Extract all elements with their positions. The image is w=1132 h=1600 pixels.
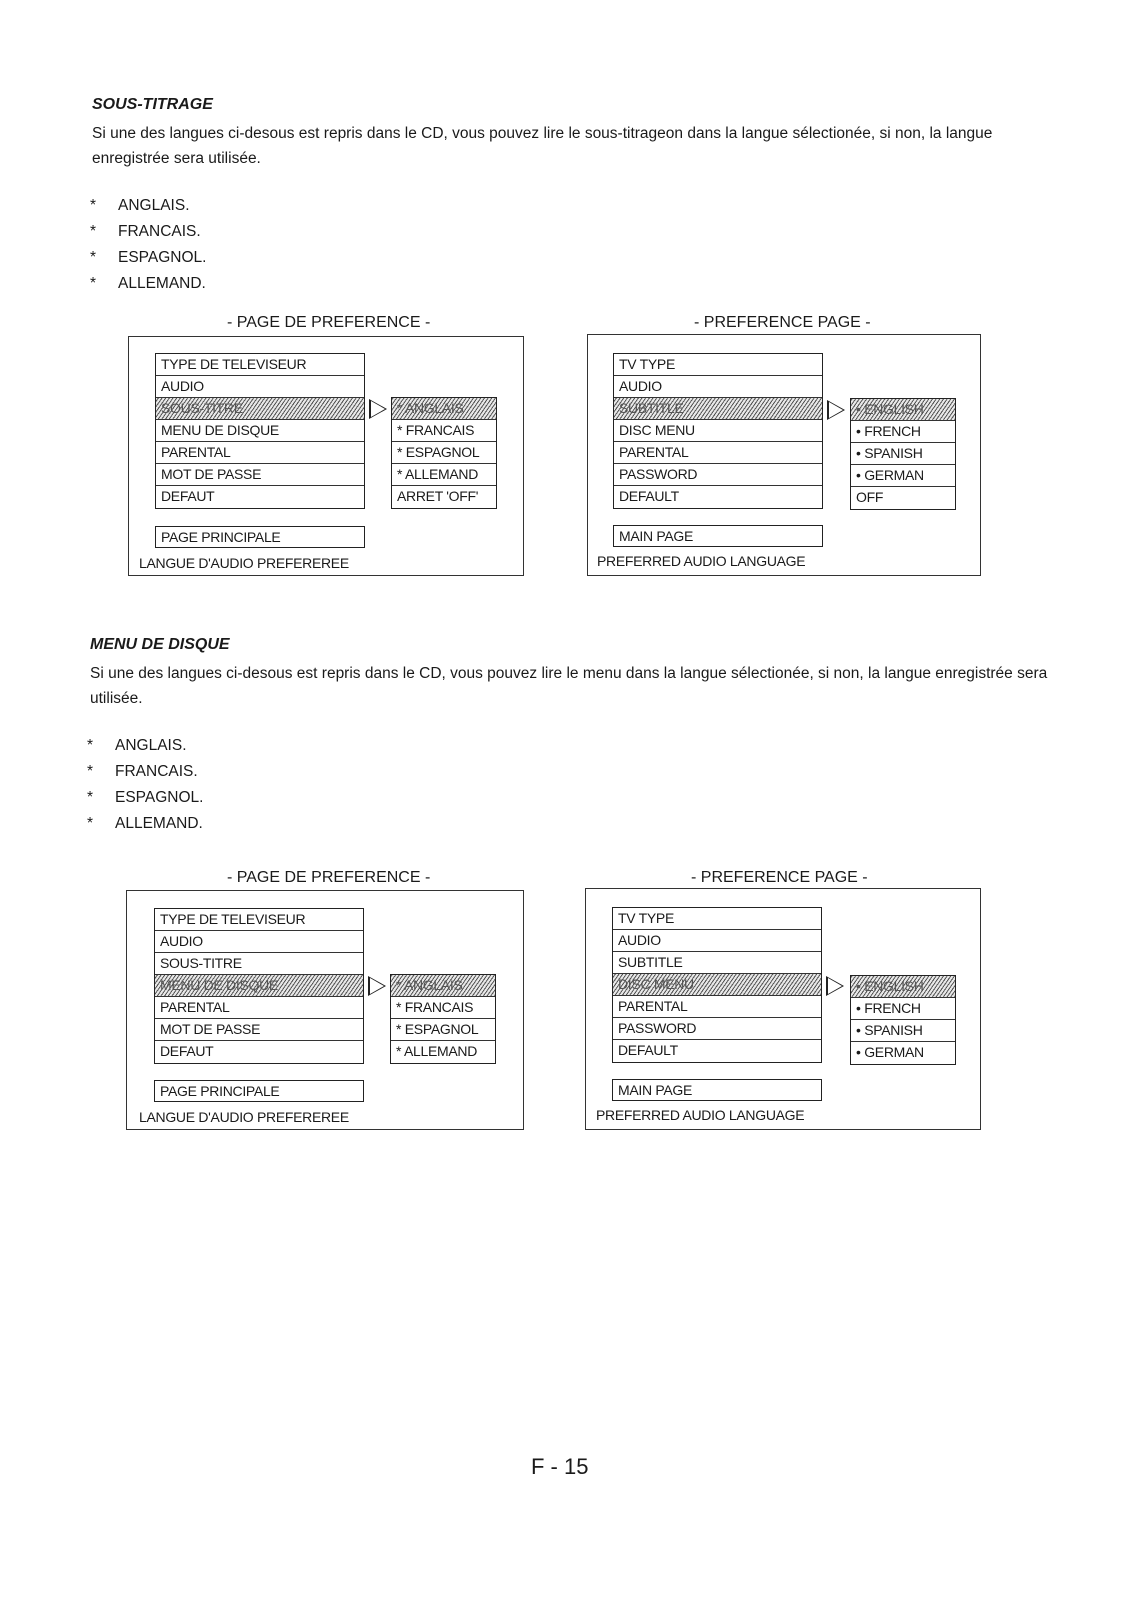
panel-footer-label: PREFERRED AUDIO LANGUAGE [596, 1107, 805, 1123]
menu-item[interactable]: PASSWORD [614, 464, 822, 486]
option-item-selected[interactable]: * ANGLAIS [391, 975, 495, 997]
option-item-selected[interactable]: * ANGLAIS [392, 398, 496, 420]
section-paragraph-disc-menu: Si une des langues ci-desous est repris dans le CD, vous pouvez lire le menu dans la langue sélectionée, si non, la langue enregistrée sera utilisée. [90, 665, 1048, 707]
list-item: * FRANCAIS. [87, 763, 198, 780]
section-heading-subtitle: SOUS-TITRAGE [92, 96, 213, 113]
menu-item[interactable]: AUDIO [613, 930, 821, 952]
arrow-right-icon [369, 399, 387, 419]
menu-item[interactable]: DISC MENU [614, 420, 822, 442]
option-item[interactable]: • FRENCH [851, 421, 955, 443]
list-item: * ESPAGNOL. [87, 789, 204, 806]
main-page-button[interactable]: MAIN PAGE [613, 525, 823, 547]
preference-panel-fr [128, 336, 524, 576]
preference-menu [154, 908, 364, 1064]
option-item-selected[interactable]: • ENGLISH [851, 399, 955, 421]
menu-item[interactable]: AUDIO [155, 931, 363, 953]
panel-footer-label: PREFERRED AUDIO LANGUAGE [597, 553, 806, 569]
list-item: * ALLEMAND. [87, 815, 203, 832]
arrow-right-icon [827, 400, 845, 420]
section-paragraph-subtitle: Si une des langues ci-desous est repris dans le CD, vous pouvez lire le sous-titrageon dans la langue sélectionée, si non, la langue enregistrée sera utilisée. [92, 125, 993, 167]
menu-item[interactable]: PARENTAL [613, 996, 821, 1018]
menu-item[interactable]: PARENTAL [156, 442, 364, 464]
preference-panel-en [587, 334, 981, 576]
menu-item[interactable]: AUDIO [156, 376, 364, 398]
bullet-list-disc-menu [87, 733, 203, 837]
main-page-button[interactable]: PAGE PRINCIPALE [155, 526, 365, 548]
option-item[interactable]: • FRENCH [851, 998, 955, 1020]
panel-caption: - PREFERENCE PAGE - [694, 314, 871, 331]
panel-caption: - PAGE DE PREFERENCE - [227, 314, 431, 331]
panel-caption: - PAGE DE PREFERENCE - [227, 869, 431, 886]
menu-item-selected[interactable]: SUBTITLE [614, 398, 822, 420]
menu-item-selected[interactable]: SOUS-TITRE [156, 398, 364, 420]
panel-footer-label: LANGUE D'AUDIO PREFEREREE [139, 1109, 349, 1125]
option-item[interactable]: * ALLEMAND [396, 1043, 478, 1059]
menu-item[interactable]: DEFAULT [618, 1042, 678, 1058]
menu-item[interactable]: MENU DE DISQUE [156, 420, 364, 442]
option-item[interactable]: • SPANISH [851, 443, 955, 465]
list-item: * ALLEMAND. [90, 275, 206, 292]
option-list [391, 397, 497, 509]
option-list [390, 974, 496, 1064]
option-item[interactable]: OFF [856, 489, 884, 505]
panel-caption: - PREFERENCE PAGE - [691, 869, 868, 886]
option-item-selected[interactable]: • ENGLISH [851, 976, 955, 998]
menu-item-selected[interactable]: DISC MENU [613, 974, 821, 996]
preference-panel-en [585, 888, 981, 1130]
option-item[interactable]: * ALLEMAND [392, 464, 496, 486]
menu-item[interactable]: DEFAUT [160, 1043, 214, 1059]
menu-item[interactable]: PARENTAL [155, 997, 363, 1019]
preference-menu [613, 353, 823, 509]
menu-item[interactable]: TV TYPE [614, 354, 822, 376]
menu-item[interactable]: AUDIO [614, 376, 822, 398]
list-item: * ESPAGNOL. [90, 249, 207, 266]
preference-menu [612, 907, 822, 1063]
option-list [850, 975, 956, 1065]
menu-item[interactable]: DEFAUT [161, 488, 215, 504]
page-number: F - 15 [531, 1454, 589, 1479]
list-item: * FRANCAIS. [90, 223, 201, 240]
option-item[interactable]: * ESPAGNOL [391, 1019, 495, 1041]
option-item[interactable]: • GERMAN [851, 465, 955, 487]
list-item: * ANGLAIS. [87, 737, 187, 754]
option-item[interactable]: * FRANCAIS [392, 420, 496, 442]
menu-item[interactable]: MOT DE PASSE [155, 1019, 363, 1041]
bullet-list-subtitle [90, 193, 206, 297]
main-page-button[interactable]: MAIN PAGE [612, 1079, 822, 1101]
option-item[interactable]: • GERMAN [856, 1044, 924, 1060]
preference-panel-fr [126, 890, 524, 1130]
arrow-right-icon [368, 976, 386, 996]
section-heading-disc-menu: MENU DE DISQUE [90, 636, 230, 653]
menu-item[interactable]: DEFAULT [619, 488, 679, 504]
option-list [850, 398, 956, 510]
menu-item[interactable]: PARENTAL [614, 442, 822, 464]
menu-item[interactable]: PASSWORD [613, 1018, 821, 1040]
option-item[interactable]: • SPANISH [851, 1020, 955, 1042]
option-item[interactable]: * ESPAGNOL [392, 442, 496, 464]
main-page-button[interactable]: PAGE PRINCIPALE [154, 1080, 364, 1102]
menu-item[interactable]: MOT DE PASSE [156, 464, 364, 486]
preference-menu [155, 353, 365, 509]
menu-item[interactable]: TYPE DE TELEVISEUR [156, 354, 364, 376]
menu-item-selected[interactable]: MENU DE DISQUE [155, 975, 363, 997]
option-item[interactable]: * FRANCAIS [391, 997, 495, 1019]
arrow-right-icon [826, 976, 844, 996]
menu-item[interactable]: SOUS-TITRE [155, 953, 363, 975]
menu-item[interactable]: SUBTITLE [613, 952, 821, 974]
menu-item[interactable]: TYPE DE TELEVISEUR [155, 909, 363, 931]
menu-item[interactable]: TV TYPE [613, 908, 821, 930]
list-item: * ANGLAIS. [90, 197, 190, 214]
panel-footer-label: LANGUE D'AUDIO PREFEREREE [139, 555, 349, 571]
option-item[interactable]: ARRET 'OFF' [397, 488, 479, 504]
